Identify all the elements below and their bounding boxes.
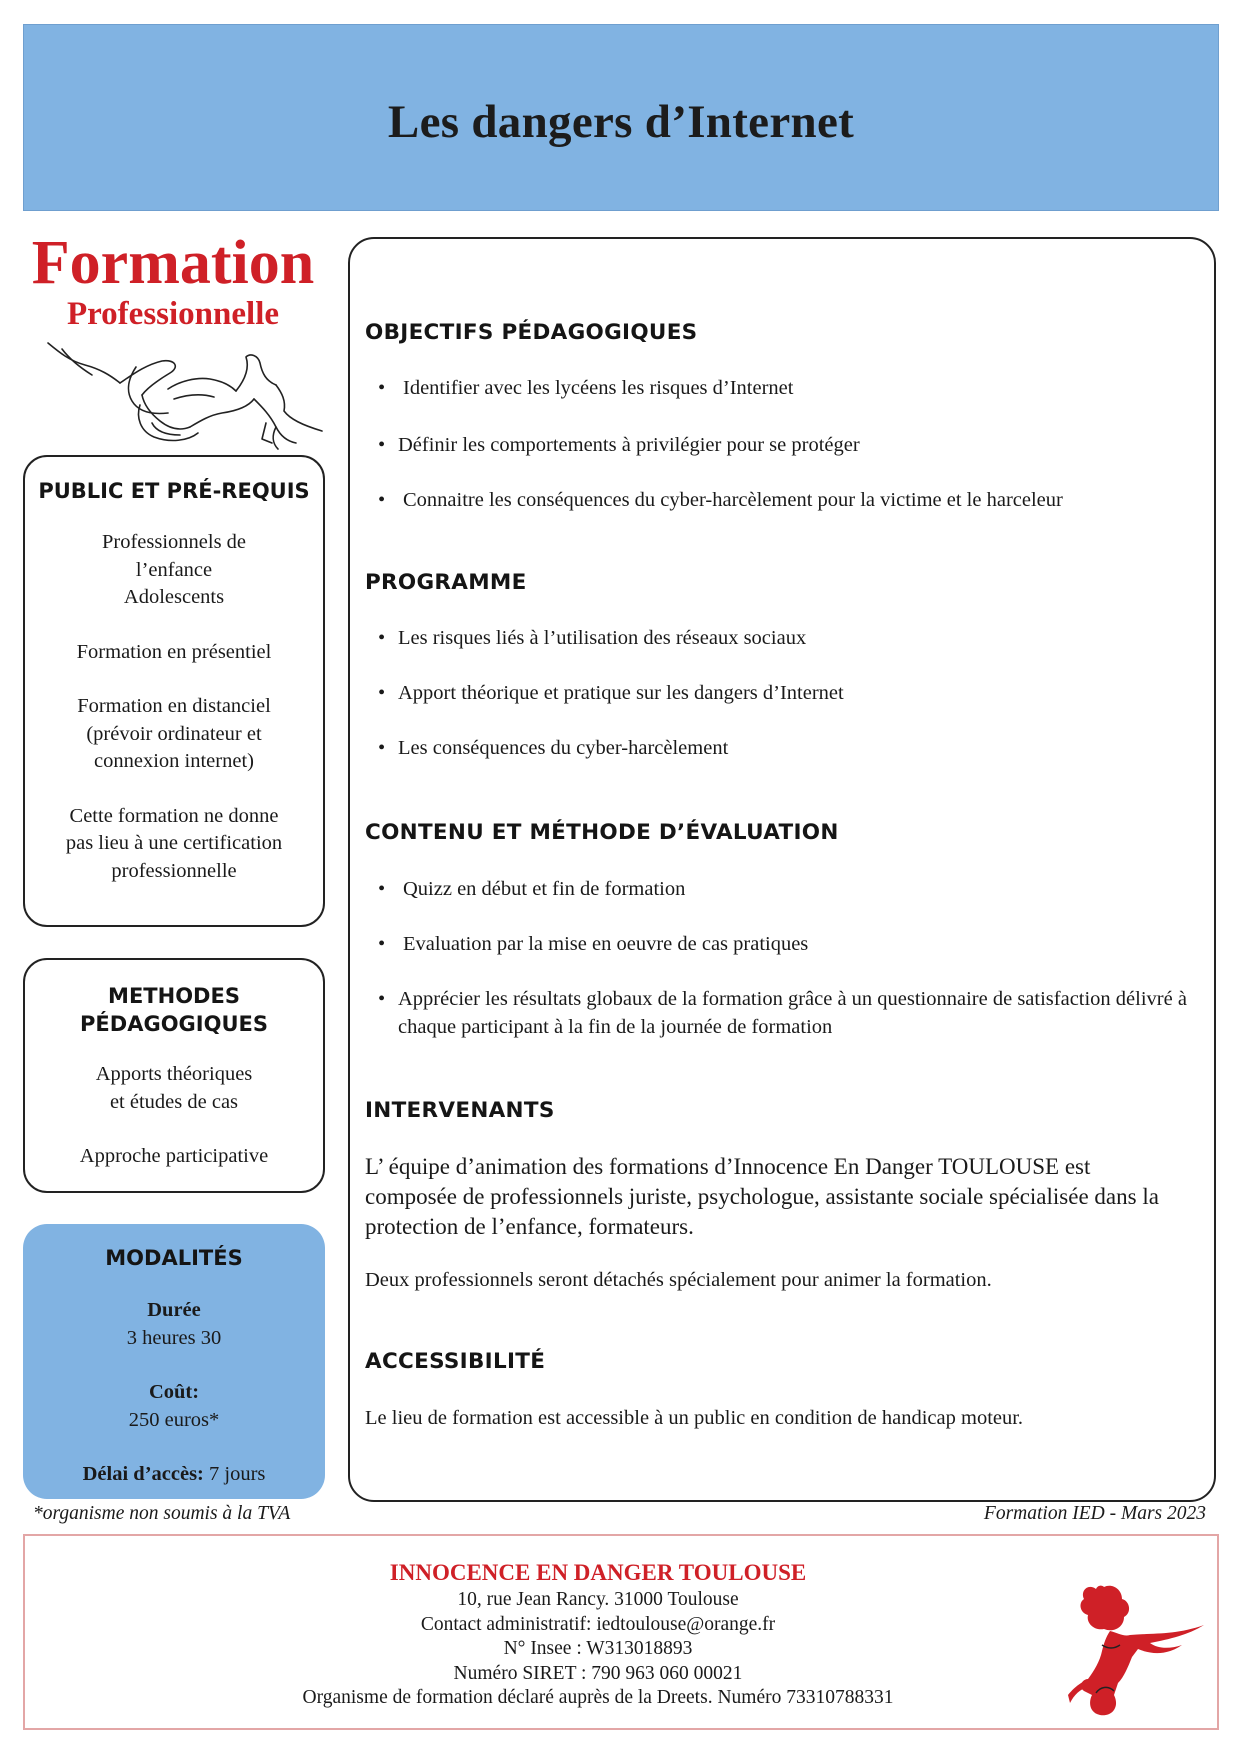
methodes-line: et études de cas [109,1090,239,1113]
public-line: pas lieu à une certification [65,832,283,854]
public-prerequis-box [23,455,325,927]
public-line: (prévoir ordinateur et [86,722,262,745]
methodes-line: Apports théoriques [95,1063,253,1085]
public-prerequis-title: PUBLIC ET PRÉ-REQUIS [38,479,310,503]
formation-date: Formation IED - Mars 2023 [983,1503,1206,1524]
objectifs-title: OBJECTIFS PÉDAGOGIQUES [365,320,698,345]
brand-professionnelle: Professionnelle [66,296,280,332]
methodes-title-line1: METHODES [108,984,240,1008]
delai-label: Délai d’accès: [82,1463,204,1485]
accessibilite-paragraph: Le lieu de formation est accessible à un public en condition de handicap moteur. [365,1407,1024,1429]
footer-siret: Numéro SIRET : 790 963 060 00021 [453,1662,743,1684]
intervenants-title: INTERVENANTS [365,1098,555,1123]
delai-value: 7 jours [209,1463,266,1485]
public-line: Formation en distanciel [77,695,271,717]
public-line: Professionnels de [101,531,247,553]
duree-value: 3 heures 30 [126,1326,222,1349]
cout-label: Coût: [148,1381,200,1403]
public-line: Cette formation ne donne [69,804,279,827]
main-content-box [348,237,1216,1502]
brand-formation: Formation [31,229,315,297]
public-line: Formation en présentiel [76,640,272,663]
public-line: professionnelle [111,859,237,882]
modalites-box [23,1224,325,1499]
public-line: connexion internet) [94,750,254,772]
methodes-title-line2: PÉDAGOGIQUES [80,1012,268,1036]
page-title: Les dangers d’Internet [387,96,855,148]
footer-address: 10, rue Jean Rancy. 31000 Toulouse [457,1589,739,1610]
accessibilite-title: ACCESSIBILITÉ [365,1349,546,1374]
title-banner [23,24,1219,211]
methodes-box [23,958,325,1193]
child-logo-icon [1058,1575,1208,1725]
intervenants-paragraph: L’ équipe d’animation des formations d’Innocence En Danger TOULOUSE est composée de professionnels juriste, psychologue, assistante sociale spécialisée dans la protection de l’enfance, formateurs. [365,1154,1159,1239]
footer-contact: Contact administratif: iedtoulouse@orange.fr [420,1613,776,1635]
methodes-line: Approche participative [79,1145,269,1167]
duree-label: Durée [147,1299,201,1321]
footer-org-name: INNOCENCE EN DANGER TOULOUSE [389,1560,807,1585]
handshake-drawing-icon [40,335,330,457]
contenu-title: CONTENU ET MÉTHODE D’ÉVALUATION [365,820,839,845]
cout-value: 250 euros* [128,1408,220,1431]
public-line: l’enfance [135,558,213,581]
modalites-title: MODALITÉS [105,1246,243,1270]
footer-declaration: Organisme de formation déclaré auprès de la Dreets. Numéro 73310788331 [302,1687,894,1708]
public-line: Adolescents [123,586,225,608]
footer-insee: N° Insee : W313018893 [503,1638,693,1659]
footer-text [0,1558,1196,1711]
programme-title: PROGRAMME [365,570,527,595]
tva-note: *organisme non soumis à la TVA [33,1503,291,1524]
intervenants-paragraph-2: Deux professionnels seront détachés spécialement pour animer la formation. [365,1269,992,1291]
